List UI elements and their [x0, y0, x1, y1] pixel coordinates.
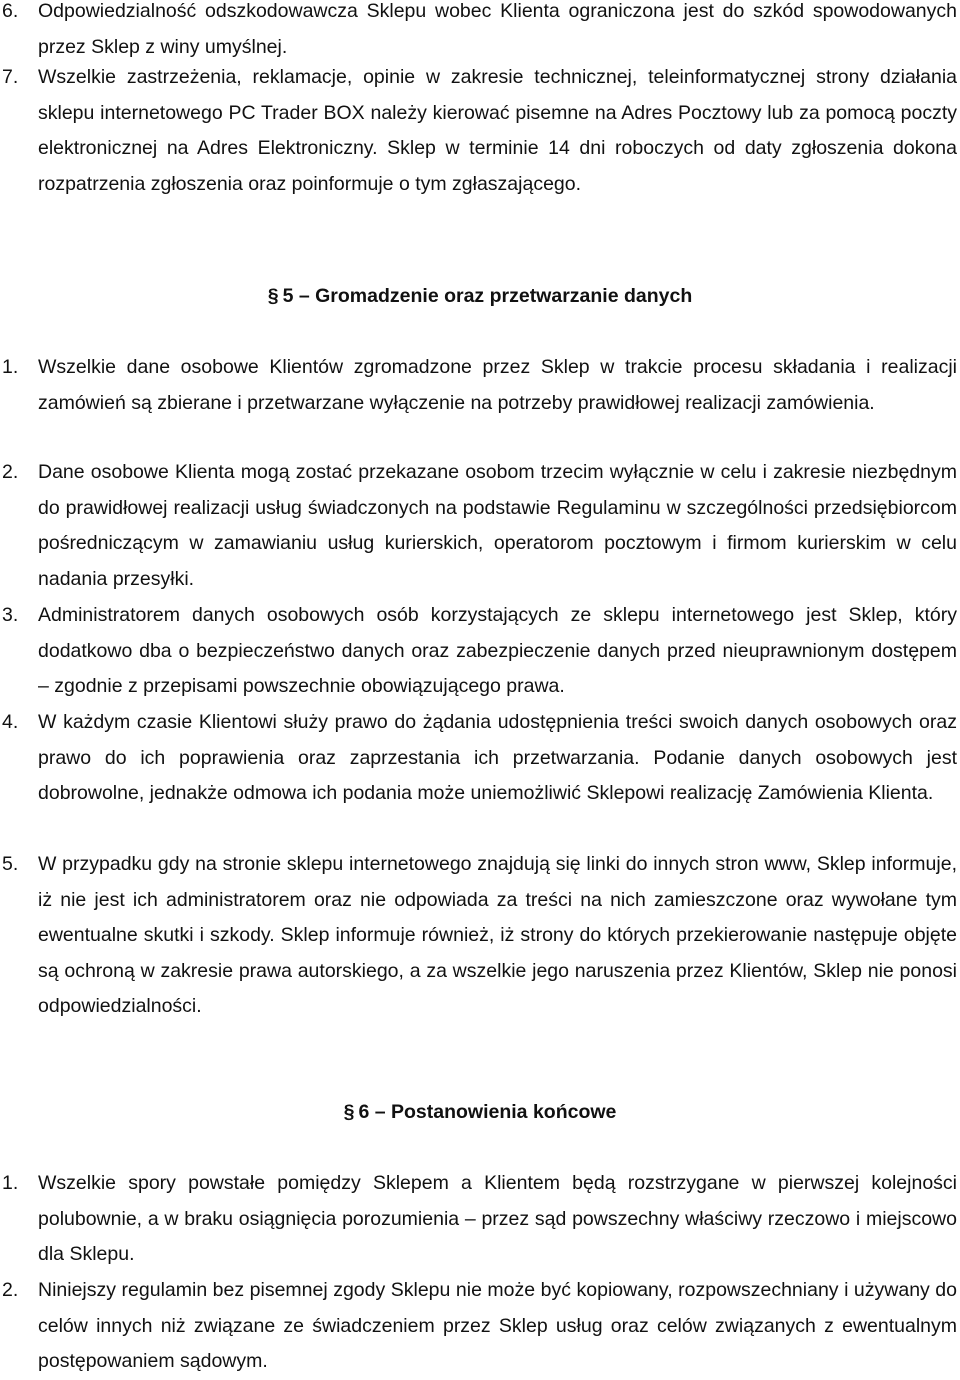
list-item — [0, 455, 957, 597]
list-item — [0, 1166, 957, 1273]
list-item — [0, 350, 957, 421]
item-number: 4. — [2, 711, 19, 733]
item-text: Odpowiedzialność odszkodowawcza Sklepu wobec Klienta ograniczona jest do szkód spowodowanych przez Sklep z winy umyślnej. — [38, 0, 957, 58]
item-text: Dane osobowe Klienta mogą zostać przekazane osobom trzecim wyłącznie w celu i zakresie niezbędnym do prawidłowej realizacji usług świadczonych na podstawie Regulaminu w szczególności przedsiębiorcom pośredniczącym w zamawianiu usług kurierskich, operatorom pocztowym i firmom kurierskim w celu nadania przesyłki. — [38, 461, 957, 590]
item-number: 5. — [2, 853, 19, 875]
list-item — [0, 60, 957, 202]
list-item — [0, 1273, 957, 1380]
item-number: 7. — [2, 66, 19, 88]
item-number: 3. — [2, 604, 19, 626]
section-title: 5 – Gromadzenie oraz przetwarzanie danych — [282, 285, 693, 307]
list-item — [0, 0, 957, 65]
item-text: Wszelkie spory powstałe pomiędzy Sklepem a Klientem będą rozstrzygane w pierwszej kolejności polubownie, a w braku osiągnięcia porozumienia – przez sąd powszechny właściwy rzeczowo i miejscowo dla Sklepu. — [38, 1172, 957, 1265]
item-text: W przypadku gdy na stronie sklepu internetowego znajdują się linki do innych stron www, Sklep informuje, iż nie jest ich administratorem oraz nie odpowiada za treści na nich zamieszczone oraz wywołane tym ewentualne skutki i szkody. Sklep informuje również, iż strony do których przekierowanie następuje objęte są ochroną w zakresie prawa autorskiego, a za wszelkie jego naruszenia przez Klientów, Sklep nie ponosi odpowiedzialności. — [38, 853, 957, 1017]
item-text: Wszelkie dane osobowe Klientów zgromadzone przez Sklep w trakcie procesu składania i realizacji zamówień są zbierane i przetwarzane wyłączenie na potrzeby prawidłowej realizacji zamówienia. — [38, 356, 957, 414]
item-text: W każdym czasie Klientowi służy prawo do żądania udostępnienia treści swoich danych osobowych oraz prawo do ich poprawienia oraz zaprzestania ich przetwarzania. Podanie danych osobowych jest dobrowolne, jednakże odmowa ich podania może uniemożliwić Sklepowi realizację Zamówienia Klienta. — [38, 711, 957, 804]
item-text: Administratorem danych osobowych osób korzystających ze sklepu internetowego jest Sklep, który dodatkowo dba o bezpieczeństwo danych oraz zabezpieczenie danych przed nieuprawnionym dostępem – zgodnie z przepisami powszechnie obowiązującego prawa. — [38, 604, 957, 697]
item-number: 2. — [2, 461, 19, 483]
item-number: 6. — [2, 0, 19, 22]
section-symbol: § — [343, 1101, 355, 1123]
item-text: Niniejszy regulamin bez pisemnej zgody Sklepu nie może być kopiowany, rozpowszechniany i używany do celów innych niż związane ze świadczeniem przez Sklep usług oraz celów związanych z ewentualnym postępowaniem sądowym. — [38, 1279, 957, 1372]
item-number: 1. — [2, 1172, 19, 1194]
list-item — [0, 705, 957, 812]
list-item — [0, 598, 957, 705]
item-number: 1. — [2, 356, 19, 378]
section-heading — [0, 278, 960, 314]
list-item — [0, 847, 957, 1025]
item-text: Wszelkie zastrzeżenia, reklamacje, opinie w zakresie technicznej, teleinformatycznej strony działania sklepu internetowego PC Trader BOX należy kierować pisemne na Adres Pocztowy lub za pomocą poczty elektronicznej na Adres Elektroniczny. Sklep w terminie 14 dni roboczych od daty zgłoszenia dokona rozpatrzenia zgłoszenia oraz poinformuje o tym zgłaszającego. — [38, 66, 957, 195]
section-symbol: § — [267, 285, 279, 307]
section-heading — [0, 1094, 960, 1130]
item-number: 2. — [2, 1279, 19, 1301]
section-title: 6 – Postanowienia końcowe — [358, 1101, 617, 1123]
